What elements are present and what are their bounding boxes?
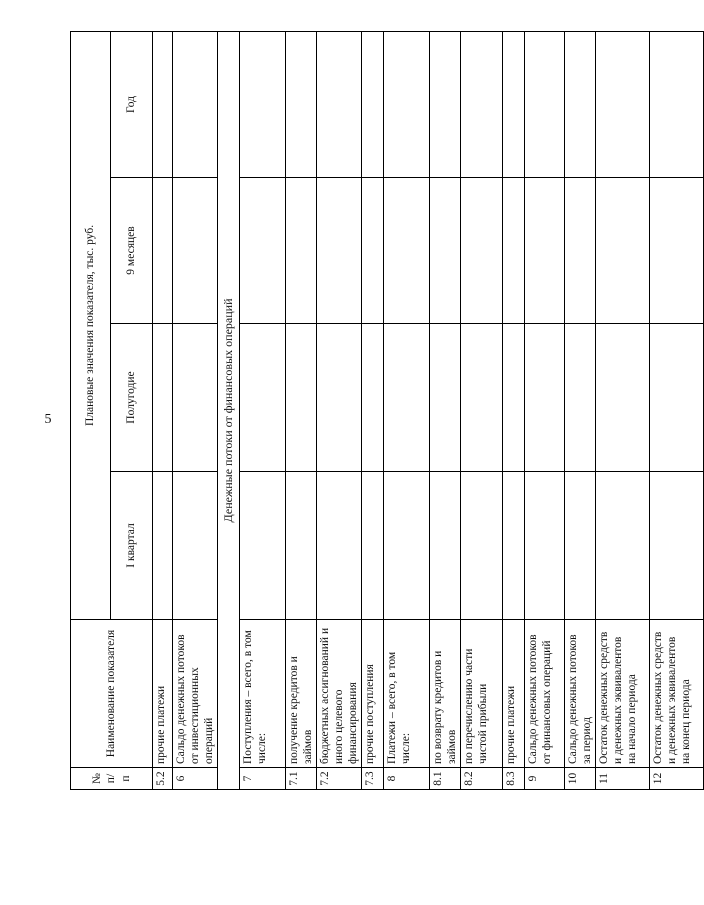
table-row (525, 31, 565, 789)
row-number: 7.3 (362, 768, 384, 790)
value-cell (430, 178, 461, 324)
row-indicator-name: Сальдо денежных потоков за период (565, 620, 596, 768)
row-number: 12 (650, 768, 704, 790)
value-cell (240, 324, 286, 472)
value-cell (430, 31, 461, 177)
value-cell (317, 178, 362, 324)
row-indicator-name: Платежи – всего, в том числе: (384, 620, 430, 768)
row-indicator-name: Остаток денежных средств и денежных эквивалентов на начало периода (596, 620, 650, 768)
rotated-table-container (70, 32, 693, 790)
value-cell (286, 472, 317, 620)
row-indicator-name: Сальдо денежных потоков от инвестиционных операций (173, 620, 218, 768)
value-cell (240, 472, 286, 620)
value-cell (461, 324, 503, 472)
row-number: 5.2 (153, 768, 173, 790)
value-cell (430, 324, 461, 472)
value-cell (596, 178, 650, 324)
header-period-q1: I квартал (111, 472, 153, 620)
table-row (362, 31, 384, 789)
value-cell (173, 472, 218, 620)
table-row (503, 31, 525, 789)
value-cell (596, 31, 650, 177)
value-cell (525, 31, 565, 177)
row-number: 6 (173, 768, 218, 790)
value-cell (650, 178, 704, 324)
row-indicator-name: Поступления – всего, в том числе: (240, 620, 286, 768)
table-row (430, 31, 461, 789)
row-number: 7 (240, 768, 286, 790)
header-period-half: Полугодие (111, 324, 153, 472)
value-cell (503, 324, 525, 472)
value-cell (525, 324, 565, 472)
value-cell (596, 324, 650, 472)
value-cell (565, 324, 596, 472)
row-number: 8.1 (430, 768, 461, 790)
row-number: 7.1 (286, 768, 317, 790)
table-row (650, 31, 704, 789)
row-indicator-name: по возврату кредитов и займов (430, 620, 461, 768)
page-number: 5 (44, 412, 52, 427)
value-cell (461, 178, 503, 324)
header-name: Наименование показателя (105, 629, 118, 758)
value-cell (286, 178, 317, 324)
section-row (218, 31, 240, 789)
row-number: 11 (596, 768, 650, 790)
value-cell (317, 31, 362, 177)
value-cell (173, 324, 218, 472)
value-cell (384, 472, 430, 620)
row-indicator-name: прочие поступления (362, 620, 384, 768)
row-indicator-name: бюджетных ассигнований и иного целевого финансирования (317, 620, 362, 768)
value-cell (173, 31, 218, 177)
value-cell (240, 31, 286, 177)
value-cell (565, 31, 596, 177)
value-cell (362, 324, 384, 472)
row-indicator-name: получение кредитов и займов (286, 620, 317, 768)
value-cell (430, 472, 461, 620)
value-cell (317, 472, 362, 620)
value-cell (362, 472, 384, 620)
row-number: 7.2 (317, 768, 362, 790)
header-num-cell (71, 768, 153, 790)
value-cell (317, 324, 362, 472)
table-row (317, 31, 362, 789)
table-row (173, 31, 218, 789)
value-cell (153, 31, 173, 177)
table-row (565, 31, 596, 789)
row-number: 8.3 (503, 768, 525, 790)
header-plan: Плановые значения показателя, тыс. руб. (84, 224, 97, 427)
value-cell (362, 31, 384, 177)
cash-flow-plan-table (70, 31, 704, 790)
value-cell (503, 31, 525, 177)
value-cell (173, 178, 218, 324)
header-num: № п/п (91, 773, 132, 784)
row-number: 8.2 (461, 768, 503, 790)
value-cell (650, 324, 704, 472)
header-name-cell (71, 620, 153, 768)
value-cell (525, 178, 565, 324)
value-cell (650, 472, 704, 620)
row-indicator-name: Сальдо денежных потоков от финансовых операций (525, 620, 565, 768)
table-row (240, 31, 286, 789)
header-period-year: Год (111, 31, 153, 177)
value-cell (153, 324, 173, 472)
row-number: 8 (384, 768, 430, 790)
table-body (71, 31, 704, 789)
value-cell (384, 178, 430, 324)
table-row (384, 31, 430, 789)
table-row (286, 31, 317, 789)
row-number: 10 (565, 768, 596, 790)
table-row (153, 31, 173, 789)
section-title: Денежные потоки от финансовых операций (218, 31, 240, 789)
value-cell (503, 472, 525, 620)
value-cell (461, 31, 503, 177)
value-cell (362, 178, 384, 324)
row-number: 9 (525, 768, 565, 790)
table-row (461, 31, 503, 789)
value-cell (240, 178, 286, 324)
value-cell (565, 178, 596, 324)
value-cell (596, 472, 650, 620)
row-indicator-name: прочие платежи (153, 620, 173, 768)
value-cell (286, 31, 317, 177)
table-row (596, 31, 650, 789)
row-indicator-name: прочие платежи (503, 620, 525, 768)
value-cell (503, 178, 525, 324)
row-indicator-name: Остаток денежных средств и денежных эквивалентов на конец периода (650, 620, 704, 768)
value-cell (384, 31, 430, 177)
value-cell (525, 472, 565, 620)
value-cell (565, 472, 596, 620)
value-cell (153, 178, 173, 324)
value-cell (286, 324, 317, 472)
value-cell (461, 472, 503, 620)
value-cell (384, 324, 430, 472)
value-cell (650, 31, 704, 177)
header-row-1 (71, 31, 111, 789)
header-period-9m: 9 месяцев (111, 178, 153, 324)
row-indicator-name: по перечислению части чистой прибыли (461, 620, 503, 768)
header-plan-cell (71, 31, 111, 619)
value-cell (153, 472, 173, 620)
